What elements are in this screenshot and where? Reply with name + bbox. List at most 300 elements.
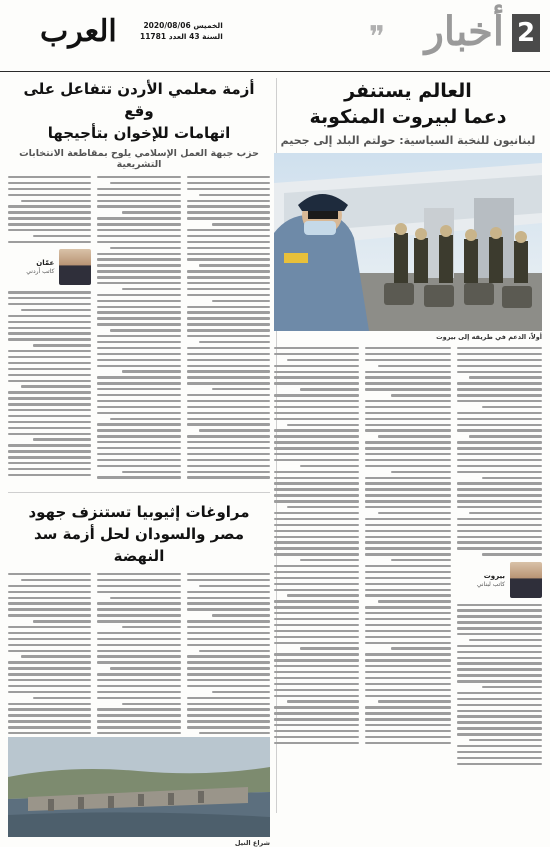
text-line: [187, 632, 270, 634]
text-line: [8, 726, 91, 728]
text-line: [274, 718, 359, 720]
text-line: [457, 371, 542, 373]
text-line: [33, 697, 91, 699]
text-line: [365, 382, 450, 384]
text-line: [365, 730, 450, 732]
text-line: [8, 350, 91, 352]
text-line: [274, 429, 359, 431]
text-line: [212, 388, 270, 390]
text-line: [8, 714, 91, 716]
text-line: [187, 370, 270, 372]
text-line: [365, 506, 450, 508]
text-line: [187, 200, 270, 202]
text-line: [274, 618, 359, 620]
author-photo: [59, 249, 91, 285]
text-line: [274, 695, 359, 697]
text-line: [457, 668, 542, 670]
text-line: [97, 335, 180, 337]
text-line: [8, 362, 91, 364]
left-bottom-article: [8, 501, 270, 847]
text-line: [457, 621, 542, 623]
text-line: [97, 579, 180, 581]
text-line: [187, 229, 270, 231]
text-line: [97, 423, 180, 425]
text-line: [274, 376, 359, 378]
text-line: [378, 512, 451, 514]
text-line: [8, 194, 91, 196]
text-line: [365, 488, 450, 490]
text-line: [97, 608, 180, 610]
text-line: [274, 730, 359, 732]
text-line: [33, 235, 91, 237]
text-line: [365, 418, 450, 420]
text-line: [187, 376, 270, 378]
left-top-subheadline: حزب جبهة العمل الإسلامي يلوح بمقاطعة الانتخابات التشريعية: [19, 148, 259, 170]
text-line: [212, 300, 270, 302]
text-line: [122, 703, 180, 705]
text-line: [97, 459, 180, 461]
text-line: [274, 371, 359, 373]
text-line: [457, 763, 542, 765]
text-line: [457, 447, 542, 449]
text-line: [274, 683, 359, 685]
text-line: [8, 614, 91, 616]
text-line: [8, 732, 91, 734]
text-line: [187, 347, 270, 349]
text-line: [8, 427, 91, 429]
text-line: [365, 630, 450, 632]
text-line: [187, 335, 270, 337]
text-line: [365, 706, 450, 708]
text-line: [8, 597, 91, 599]
text-line: [187, 459, 270, 461]
text-line: [365, 347, 450, 349]
text-line: [457, 633, 542, 635]
text-line: [287, 359, 360, 361]
text-line: [187, 258, 270, 260]
right-headline-line-1: العالم يستنفر: [344, 80, 472, 102]
text-line: [8, 374, 91, 376]
text-line: [97, 223, 180, 225]
text-line: [199, 732, 270, 734]
text-line: [8, 217, 91, 219]
text-line: [187, 626, 270, 628]
dam-photo-svg: [8, 737, 270, 837]
text-line: [274, 547, 359, 549]
text-line: [274, 447, 359, 449]
text-line: [187, 579, 270, 581]
text-line: [274, 636, 359, 638]
left-bottom-body-col-2: [97, 573, 180, 733]
text-line: [187, 708, 270, 710]
text-line: [8, 321, 91, 323]
text-line: [457, 704, 542, 706]
text-line: [482, 553, 542, 555]
text-line: [97, 476, 180, 478]
text-line: [97, 673, 180, 675]
text-line: [97, 679, 180, 681]
text-line: [97, 685, 180, 687]
text-line: [365, 482, 450, 484]
text-line: [365, 624, 450, 626]
text-line: [457, 547, 542, 549]
text-line: [365, 477, 450, 479]
page-header: [0, 0, 550, 72]
text-line: [97, 376, 180, 378]
text-line: [274, 512, 359, 514]
text-line: [212, 223, 270, 225]
text-line: [97, 650, 180, 652]
text-line: [199, 650, 270, 652]
text-line: [97, 300, 180, 302]
text-line: [457, 757, 542, 759]
text-line: [274, 488, 359, 490]
text-line: [97, 276, 180, 278]
text-line: [365, 718, 450, 720]
text-line: [469, 512, 542, 514]
text-line: [8, 720, 91, 722]
date-text: الخميس 2020/08/06: [143, 21, 223, 30]
text-line: [8, 474, 91, 476]
text-line: [8, 573, 91, 575]
text-line: [365, 612, 450, 614]
text-line: [8, 468, 91, 470]
text-line: [457, 506, 542, 508]
text-line: [97, 412, 180, 414]
text-line: [97, 453, 180, 455]
text-line: [274, 453, 359, 455]
left-bottom-body-col-1: [187, 573, 270, 733]
text-line: [187, 394, 270, 396]
text-line: [365, 653, 450, 655]
text-line: [457, 745, 542, 747]
text-line: [274, 624, 359, 626]
text-line: [187, 323, 270, 325]
text-line: [8, 241, 91, 243]
text-line: [8, 421, 91, 423]
text-line: [97, 400, 180, 402]
text-line: [457, 459, 542, 461]
text-line: [274, 418, 359, 420]
text-line: [365, 371, 450, 373]
text-line: [300, 388, 360, 390]
text-line: [187, 235, 270, 237]
text-line: [391, 559, 451, 561]
text-line: [187, 282, 270, 284]
text-line: [97, 217, 180, 219]
text-line: [365, 541, 450, 543]
text-line: [365, 724, 450, 726]
text-line: [457, 388, 542, 390]
text-line: [97, 447, 180, 449]
text-line: [287, 700, 360, 702]
text-line: [97, 347, 180, 349]
text-line: [391, 471, 451, 473]
text-line: [300, 647, 360, 649]
right-subheadline: لبنانيون للنخبة السياسية: حولتم البلد إلى جحيم: [280, 134, 536, 147]
text-line: [457, 710, 542, 712]
text-line: [187, 655, 270, 657]
text-line: [97, 258, 180, 260]
dam-photo: [8, 737, 270, 837]
text-line: [8, 182, 91, 184]
text-line: [187, 418, 270, 420]
text-line: [97, 382, 180, 384]
text-line: [187, 382, 270, 384]
text-line: [8, 585, 91, 587]
text-line: [274, 500, 359, 502]
text-line: [274, 612, 359, 614]
text-line: [274, 541, 359, 543]
text-line: [457, 365, 542, 367]
text-line: [97, 388, 180, 390]
text-line: [365, 659, 450, 661]
text-line: [187, 253, 270, 255]
text-line: [187, 597, 270, 599]
text-line: [97, 441, 180, 443]
text-line: [274, 494, 359, 496]
text-line: [457, 418, 542, 420]
text-line: [365, 689, 450, 691]
author-role: كاتب لبناني: [476, 580, 505, 588]
text-line: [365, 583, 450, 585]
text-line: [187, 188, 270, 190]
text-line: [365, 524, 450, 526]
text-line: [457, 465, 542, 467]
text-line: [274, 571, 359, 573]
text-line: [457, 715, 542, 717]
left-top-headline-line-2: اتهامات للإخوان بتأجيجها: [47, 124, 231, 142]
text-line: [457, 733, 542, 735]
text-line: [199, 264, 270, 266]
text-line: [97, 229, 180, 231]
text-line: [378, 365, 451, 367]
text-line: [457, 615, 542, 617]
text-line: [274, 659, 359, 661]
text-line: [274, 441, 359, 443]
text-line: [8, 703, 91, 705]
text-line: [97, 241, 180, 243]
text-line: [187, 638, 270, 640]
text-line: [8, 356, 91, 358]
text-line: [187, 400, 270, 402]
text-line: [187, 306, 270, 308]
text-line: [274, 477, 359, 479]
left-top-author-box: [8, 249, 91, 285]
right-body-col-3: [274, 347, 359, 769]
left-top-headline-line-1: أزمة معلمي الأردن تتفاعل على وقع: [23, 80, 255, 120]
text-line: [97, 394, 180, 396]
text-line: [457, 347, 542, 349]
section-title: أخبار: [424, 8, 504, 55]
text-line: [365, 518, 450, 520]
left-top-body-col-3: [8, 176, 91, 486]
airport-photo: [274, 153, 542, 331]
text-line: [97, 200, 180, 202]
text-line: [8, 644, 91, 646]
text-line: [97, 282, 180, 284]
text-line: [274, 536, 359, 538]
text-line: [97, 573, 180, 575]
left-bottom-body: [8, 573, 270, 733]
text-line: [365, 571, 450, 573]
text-line: [187, 697, 270, 699]
text-line: [21, 200, 92, 202]
newspaper-logo: العرب: [40, 14, 117, 49]
text-line: [97, 253, 180, 255]
text-line: [365, 536, 450, 538]
text-line: [457, 651, 542, 653]
text-line: [8, 211, 91, 213]
text-line: [97, 714, 180, 716]
text-line: [274, 394, 359, 396]
text-line: [274, 365, 359, 367]
issue-text: السنة 43 العدد 11781: [140, 32, 223, 41]
text-line: [8, 338, 91, 340]
text-line: [97, 311, 180, 313]
text-line: [8, 673, 91, 675]
text-line: [8, 315, 91, 317]
text-line: [8, 591, 91, 593]
airport-photo-svg: [274, 153, 542, 331]
text-line: [110, 329, 181, 331]
text-line: [457, 441, 542, 443]
text-line: [274, 706, 359, 708]
text-line: [274, 565, 359, 567]
text-line: [274, 530, 359, 532]
text-line: [365, 594, 450, 596]
text-line: [187, 406, 270, 408]
text-line: [365, 494, 450, 496]
text-line: [187, 720, 270, 722]
text-line: [8, 397, 91, 399]
text-line: [187, 685, 270, 687]
text-line: [212, 614, 270, 616]
text-line: [187, 620, 270, 622]
text-line: [8, 456, 91, 458]
text-line: [21, 579, 92, 581]
text-line: [187, 673, 270, 675]
left-bottom-photo-caption: شراع النيل: [234, 839, 270, 847]
text-line: [365, 695, 450, 697]
text-line: [97, 585, 180, 587]
text-line: [274, 553, 359, 555]
text-line: [187, 247, 270, 249]
text-line: [187, 176, 270, 178]
text-line: [378, 600, 451, 602]
dateline: [140, 20, 223, 42]
text-line: [97, 235, 180, 237]
left-top-body-col-2: [97, 176, 180, 486]
text-line: [122, 288, 180, 290]
text-line: [274, 665, 359, 667]
text-line: [457, 353, 542, 355]
text-line: [300, 559, 360, 561]
right-article: [274, 78, 542, 769]
text-line: [110, 418, 181, 420]
text-line: [482, 406, 542, 408]
text-line: [97, 602, 180, 604]
text-line: [457, 751, 542, 753]
text-line: [187, 573, 270, 575]
text-line: [274, 412, 359, 414]
quote-mark-icon: ❞: [368, 20, 385, 55]
author-name: عمّان: [36, 259, 55, 268]
text-line: [8, 332, 91, 334]
text-line: [365, 547, 450, 549]
text-line: [365, 406, 450, 408]
text-line: [8, 205, 91, 207]
text-line: [187, 294, 270, 296]
text-line: [365, 441, 450, 443]
text-line: [457, 692, 542, 694]
text-line: [365, 530, 450, 532]
right-headline-line-2: دعما لبيروت المنكوبة: [309, 106, 507, 128]
left-top-body-col-1: [187, 176, 270, 486]
text-line: [8, 638, 91, 640]
text-line: [97, 176, 180, 178]
text-line: [469, 639, 542, 641]
text-line: [274, 382, 359, 384]
text-line: [97, 726, 180, 728]
text-line: [482, 686, 542, 688]
text-line: [457, 488, 542, 490]
text-line: [97, 341, 180, 343]
text-line: [457, 674, 542, 676]
text-line: [187, 602, 270, 604]
text-line: [97, 359, 180, 361]
text-line: [457, 541, 542, 543]
left-bottom-body-col-3: [8, 573, 91, 733]
text-line: [97, 620, 180, 622]
author-photo: [510, 562, 542, 598]
text-line: [8, 403, 91, 405]
text-line: [457, 500, 542, 502]
text-line: [274, 642, 359, 644]
text-line: [187, 703, 270, 705]
text-line: [469, 435, 542, 437]
text-line: [457, 524, 542, 526]
text-line: [187, 726, 270, 728]
left-bottom-headline-line-1: مراوغات إثيوبيا تستنزف جهود: [28, 503, 250, 521]
text-line: [365, 400, 450, 402]
text-line: [187, 591, 270, 593]
text-line: [8, 608, 91, 610]
text-line: [187, 205, 270, 207]
text-line: [8, 391, 91, 393]
text-line: [469, 739, 542, 741]
author-role: كاتب أردني: [26, 268, 55, 276]
text-line: [365, 359, 450, 361]
text-line: [457, 394, 542, 396]
text-line: [391, 394, 451, 396]
text-line: [365, 577, 450, 579]
text-line: [8, 667, 91, 669]
right-body-col-1: [457, 347, 542, 769]
text-line: [33, 620, 91, 622]
text-line: [187, 471, 270, 473]
text-line: [457, 536, 542, 538]
text-line: [274, 600, 359, 602]
text-line: [187, 447, 270, 449]
text-line: [274, 577, 359, 579]
text-line: [457, 429, 542, 431]
text-line: [187, 359, 270, 361]
text-line: [8, 685, 91, 687]
text-line: [33, 344, 91, 346]
text-line: [8, 632, 91, 634]
text-line: [8, 444, 91, 446]
